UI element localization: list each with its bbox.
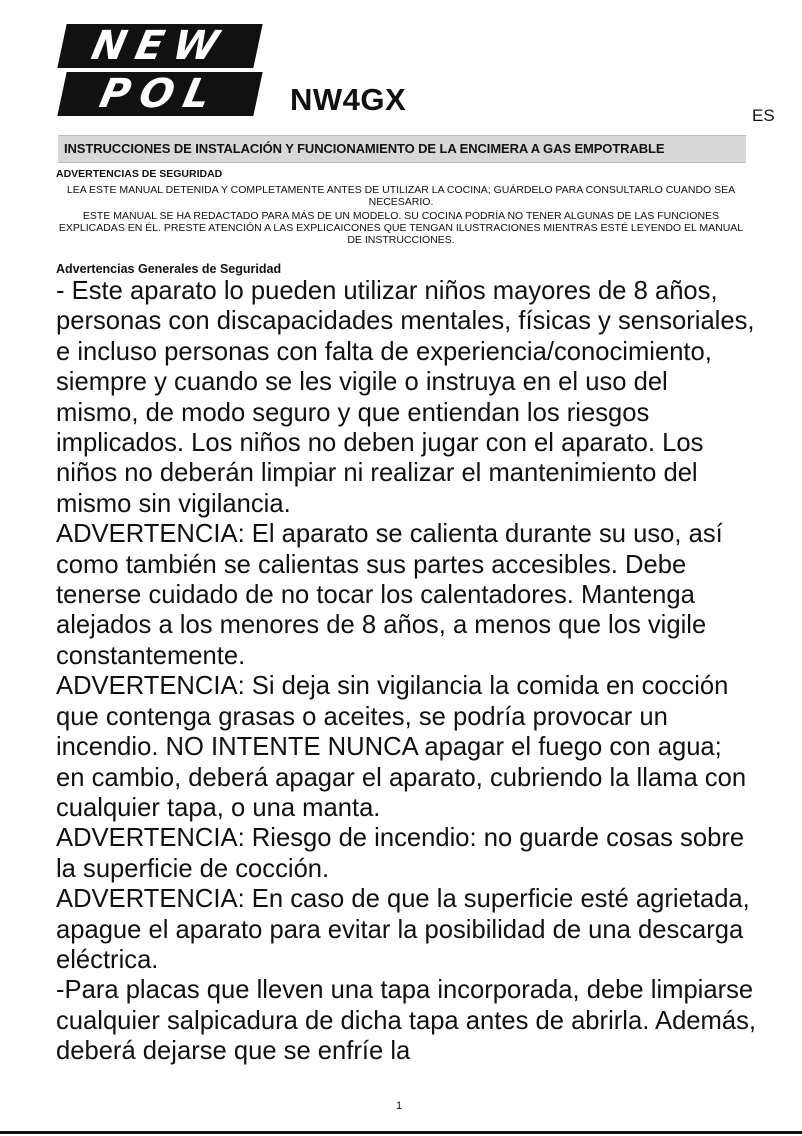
warning-paragraph: ADVERTENCIA: Si deja sin vigilancia la comida en cocción que contenga grasas o aceites, se podría provocar un incendio. NO INTENTE NUNCA apagar el fuego con agua; en cambio, deberá apagar el aparato, cubriendo la llama con cualquier tapa, o una manta. — [56, 672, 747, 822]
logo-line-2: POL — [57, 72, 262, 116]
bottom-divider — [0, 1131, 802, 1134]
safety-heading: ADVERTENCIAS DE SEGURIDAD — [56, 168, 223, 180]
notice-multiple-models: ESTE MANUAL SE HA REDACTADO PARA MÁS DE UN MODELO. SU COCINA PODRÍA NO TENER ALGUNAS DE LAS FUNCIONES EXPLICADAS EN ÉL. PRESTE ATENCIÓN A LAS EXPLICAICONES QUE TENGAN ILUSTRACIONES MIENTRAS ESTÉ LEYENDO EL MANUAL DE INSTRUCCIONES. — [58, 210, 744, 246]
warning-paragraph: ADVERTENCIA: En caso de que la superficie esté agrietada, apague el aparato para evitar la posibilidad de una descarga eléctrica. — [56, 885, 750, 974]
warning-paragraph: -Para placas que lleven una tapa incorporada, debe limpiarse cualquier salpicadura de dicha tapa antes de abrirla. Además, deberá dejarse que se enfríe la — [56, 976, 757, 1066]
warning-paragraph: ADVERTENCIA: Riesgo de incendio: no guarde cosas sobre la superficie de cocción. — [56, 824, 745, 883]
model-number: NW4GX — [290, 82, 407, 117]
document-title: INSTRUCCIONES DE INSTALACIÓN Y FUNCIONAMIENTO DE LA ENCIMERA A GAS EMPOTRABLE — [64, 141, 665, 156]
safety-warnings-body — [56, 276, 756, 1067]
page-number: 1 — [396, 1100, 403, 1112]
general-safety-heading: Advertencias Generales de Seguridad — [56, 262, 282, 276]
notice-read-manual: LEA ESTE MANUAL DETENIDA Y COMPLETAMENTE ANTES DE UTILIZAR LA COCINA; GUÁRDELO PARA CONSULTARLO CUANDO SEA NECESARIO. — [66, 184, 736, 208]
document-title-bar — [58, 135, 746, 163]
warning-paragraph: - Este aparato lo pueden utilizar niños mayores de 8 años, personas con discapacidades mentales, físicas y sensoriales, e incluso personas con falta de experiencia/conocimiento, siempre y cuando se les vigile o instruya en el uso del mismo, de modo seguro y que entiendan los riesgos implicados. Los niños no deben jugar con el aparato. Los niños no deberán limpiar ni realizar el mantenimiento del mismo sin vigilancia. — [56, 277, 755, 518]
language-code: ES — [752, 106, 775, 125]
brand-logo — [62, 22, 258, 118]
logo-line-1: NEW — [57, 24, 262, 68]
warning-paragraph: ADVERTENCIA: El aparato se calienta durante su uso, así como también se calientas sus partes accesibles. Debe tenerse cuidado de no tocar los calentadores. Mantenga alejados a los menores de 8 años, a menos que los vigile constantemente. — [56, 520, 723, 670]
